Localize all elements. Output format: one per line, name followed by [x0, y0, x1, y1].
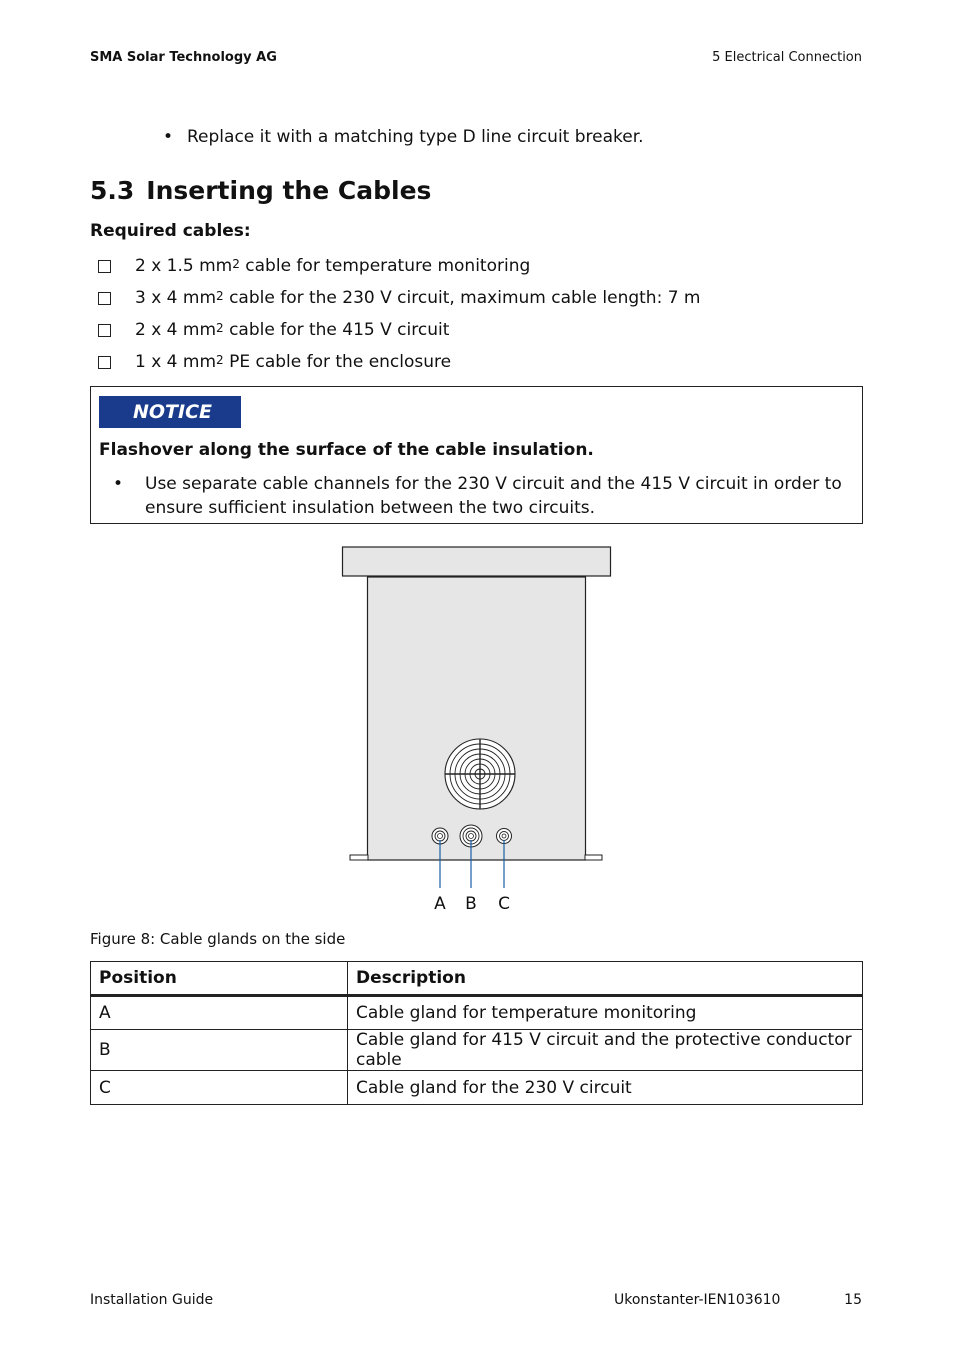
cable-text: 1 x 4 mm [135, 352, 217, 372]
cable-text: 2 x 4 mm [135, 320, 217, 340]
footer-doc-id: Ukonstanter-IEN103610 [614, 1292, 781, 1308]
notice-bullet [113, 472, 853, 520]
table-row [91, 1071, 863, 1105]
header-chapter: 5 Electrical Connection [712, 50, 862, 65]
cable-text: 2 x 1.5 mm [135, 256, 233, 276]
cable-text-rest: cable for the 415 V circuit [223, 320, 450, 340]
section-title-text: Inserting the Cables [146, 176, 432, 205]
checkbox-icon [98, 324, 111, 337]
checkbox-icon [98, 260, 111, 273]
label-a: A [434, 894, 446, 914]
notice-badge: NOTICE [99, 396, 241, 428]
checkbox-icon [98, 356, 111, 369]
table-cell: Cable gland for 415 V circuit and the protective conductor cable [348, 1030, 863, 1071]
figure-caption: Figure 8: Cable glands on the side [90, 930, 346, 948]
cable-item [98, 346, 798, 378]
superscript: 2 [216, 353, 224, 367]
notice-heading: Flashover along the surface of the cable insulation. [99, 440, 594, 460]
superscript: 2 [232, 257, 240, 271]
cable-text-rest: PE cable for the enclosure [223, 352, 452, 372]
notice-box [90, 386, 863, 524]
footer-guide: Installation Guide [90, 1292, 214, 1308]
table-row [91, 1030, 863, 1071]
superscript: 2 [216, 321, 224, 335]
cable-text-rest: cable for the 230 V circuit, maximum cable length: 7 m [223, 288, 701, 308]
fan-grille-icon [445, 739, 515, 809]
cable-text-rest: cable for temperature monitoring [239, 256, 531, 276]
required-cables-label: Required cables: [90, 221, 251, 241]
bullet-dot: • [163, 127, 174, 147]
bullet-dot: • [113, 474, 124, 494]
cable-item [98, 282, 798, 314]
enclosure-body [368, 577, 586, 860]
table-cell: B [91, 1030, 348, 1071]
section-title [90, 176, 431, 205]
table-header-row [91, 962, 863, 996]
label-c: C [498, 894, 510, 914]
cable-checklist [98, 250, 798, 378]
section-number: 5.3 [90, 176, 135, 205]
column-header: Position [91, 962, 348, 996]
table-cell: C [91, 1071, 348, 1105]
bullet-text: Replace it with a matching type D line circuit breaker. [187, 127, 644, 147]
header-company: SMA Solar Technology AG [90, 50, 277, 65]
label-b: B [465, 894, 477, 914]
bullet-item [163, 127, 644, 147]
cable-glands-figure [340, 545, 615, 915]
table-row [91, 996, 863, 1030]
enclosure-lid [343, 547, 611, 576]
notice-bullet-text: Use separate cable channels for the 230 V circuit and the 415 V circuit in order to ensure sufficient insulation between the two circuits. [145, 474, 842, 518]
cable-item [98, 314, 798, 346]
checkbox-icon [98, 292, 111, 305]
cable-item [98, 250, 798, 282]
superscript: 2 [216, 289, 224, 303]
table-cell: A [91, 996, 348, 1030]
enclosure-drawing [340, 545, 615, 915]
cable-text: 3 x 4 mm [135, 288, 217, 308]
table-cell: Cable gland for the 230 V circuit [348, 1071, 863, 1105]
position-table [90, 961, 863, 1105]
enclosure-foot-left [350, 855, 368, 860]
page-number: 15 [844, 1292, 862, 1308]
column-header: Description [348, 962, 863, 996]
table-cell: Cable gland for temperature monitoring [348, 996, 863, 1030]
enclosure-foot-right [585, 855, 602, 860]
